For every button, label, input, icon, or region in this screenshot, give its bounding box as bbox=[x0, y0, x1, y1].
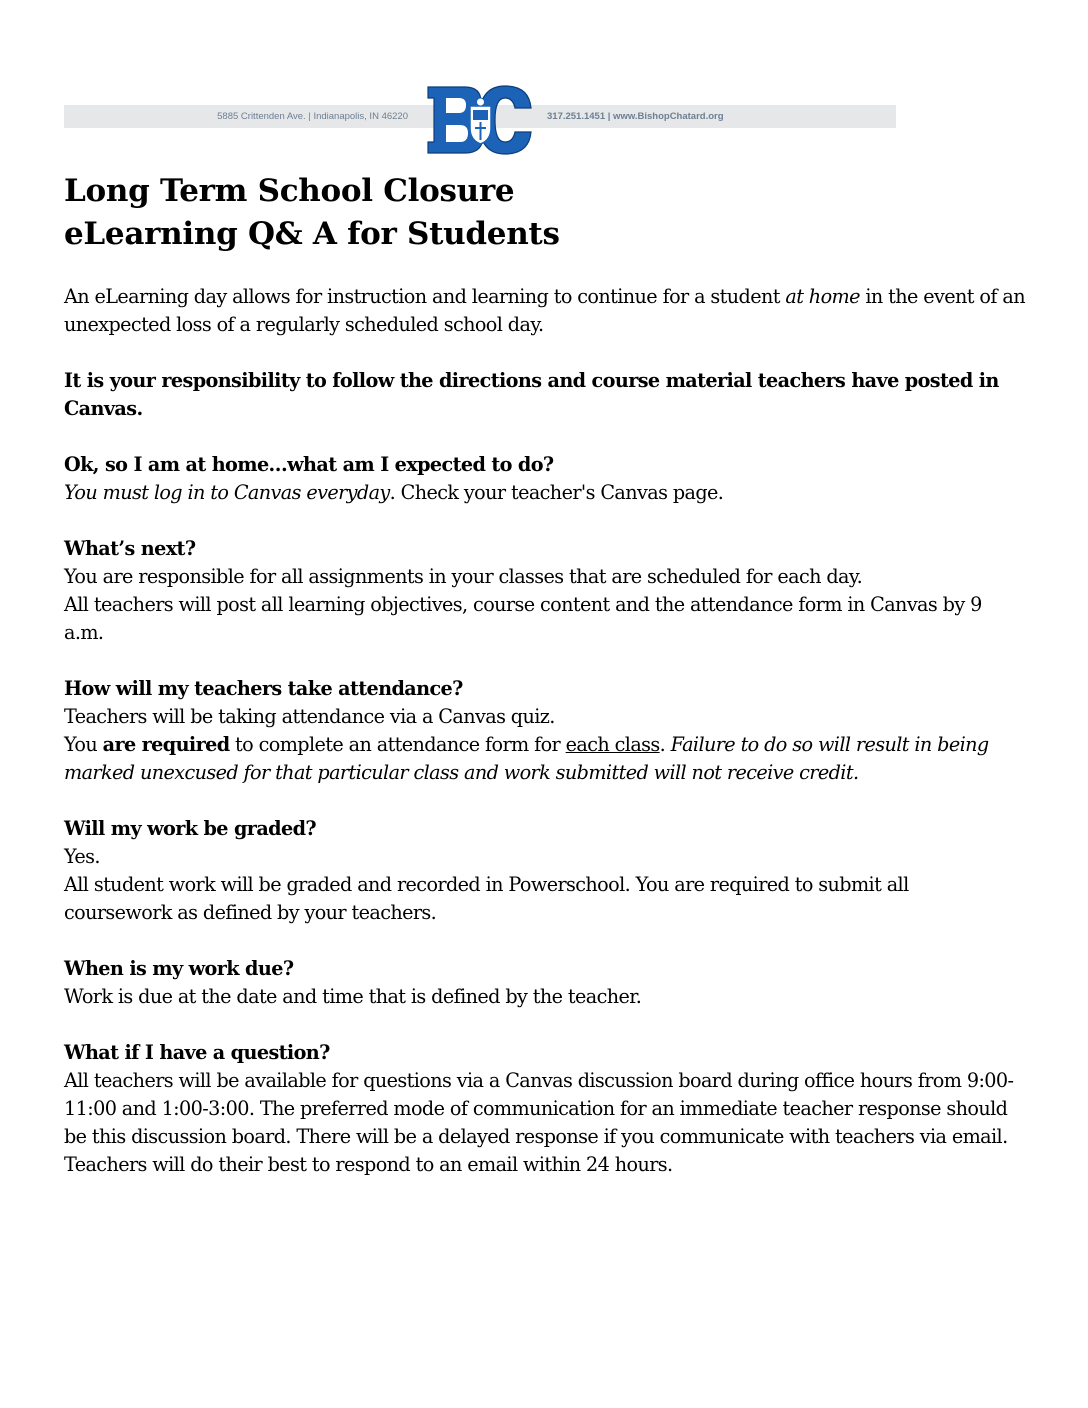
letterhead bbox=[64, 84, 896, 156]
question-heading: How will my teachers take attendance? bbox=[64, 677, 463, 700]
answer-text: All teachers will post all learning objectives, course content and the attendance form in Canvas by 9 a.m. bbox=[64, 593, 982, 644]
question-heading: Will my work be graded? bbox=[64, 817, 317, 840]
answer-emphasis: You must log in to Canvas everyday bbox=[64, 481, 390, 504]
qa-section-attendance bbox=[64, 675, 1034, 787]
intro-text: An eLearning day allows for instruction and learning to continue for a student bbox=[64, 285, 786, 308]
answer-text-part: . bbox=[659, 733, 671, 756]
responsibility-statement: It is your responsibility to follow the directions and course material teachers have posted in Canvas. bbox=[64, 369, 999, 420]
answer-text: Work is due at the date and time that is defined by the teacher. bbox=[64, 985, 642, 1008]
answer-text: All teachers will be available for questions via a Canvas discussion board during office hours from 9:00-11:00 and 1:00-3:00. The preferred mode of communication for an immediate teacher response should be this discussion board. There will be a delayed response if you communicate with teachers via email. Teachers will do their best to respond to an email within 24 hours. bbox=[64, 1069, 1014, 1176]
title-line-1: Long Term School Closure bbox=[64, 173, 515, 209]
question-heading: What’s next? bbox=[64, 537, 196, 560]
qa-section-due-dates bbox=[64, 955, 1034, 1011]
qa-section-whats-next bbox=[64, 535, 1034, 647]
question-heading: When is my work due? bbox=[64, 957, 294, 980]
answer-text bbox=[64, 731, 1034, 787]
qa-section-questions bbox=[64, 1039, 1034, 1179]
intro-text-end: in the event of an unexpected loss of a regularly scheduled school day. bbox=[64, 285, 1025, 336]
answer-text: Yes. bbox=[64, 845, 100, 868]
qa-section-expectations bbox=[64, 451, 1034, 507]
answer-text-part: You bbox=[64, 733, 103, 756]
question-heading: Ok, so I am at home…what am I expected to do? bbox=[64, 453, 554, 476]
document-body bbox=[64, 170, 1034, 1179]
intro-paragraph bbox=[64, 283, 1034, 339]
question-heading: What if I have a question? bbox=[64, 1041, 330, 1064]
school-logo-icon bbox=[425, 84, 535, 156]
qa-section-grading bbox=[64, 815, 1034, 927]
answer-text-part: to complete an attendance form for bbox=[229, 733, 566, 756]
answer-text: All student work will be graded and recorded in Powerschool. You are required to submit all coursework as defined by your teachers. bbox=[64, 873, 909, 924]
answer-underline: each class bbox=[565, 733, 660, 756]
answer-text: Teachers will be taking attendance via a Canvas quiz. bbox=[64, 705, 555, 728]
intro-emphasis: at home bbox=[785, 285, 860, 308]
answer-text bbox=[64, 479, 1034, 507]
answer-warning: Failure to do so will result in being marked unexcused for that particular class and work submitted will not receive credit. bbox=[64, 733, 989, 784]
school-contact: 317.251.1451 | www.BishopChatard.org bbox=[547, 111, 724, 122]
answer-text: You are responsible for all assignments in your classes that are scheduled for each day. bbox=[64, 565, 863, 588]
doc-title bbox=[64, 170, 1034, 256]
title-line-2: eLearning Q& A for Students bbox=[64, 216, 560, 252]
school-address: 5885 Crittenden Ave. | Indianapolis, IN 46220 bbox=[217, 111, 408, 122]
answer-bold: are required bbox=[102, 733, 230, 756]
answer-rest: . Check your teacher's Canvas page. bbox=[389, 481, 724, 504]
